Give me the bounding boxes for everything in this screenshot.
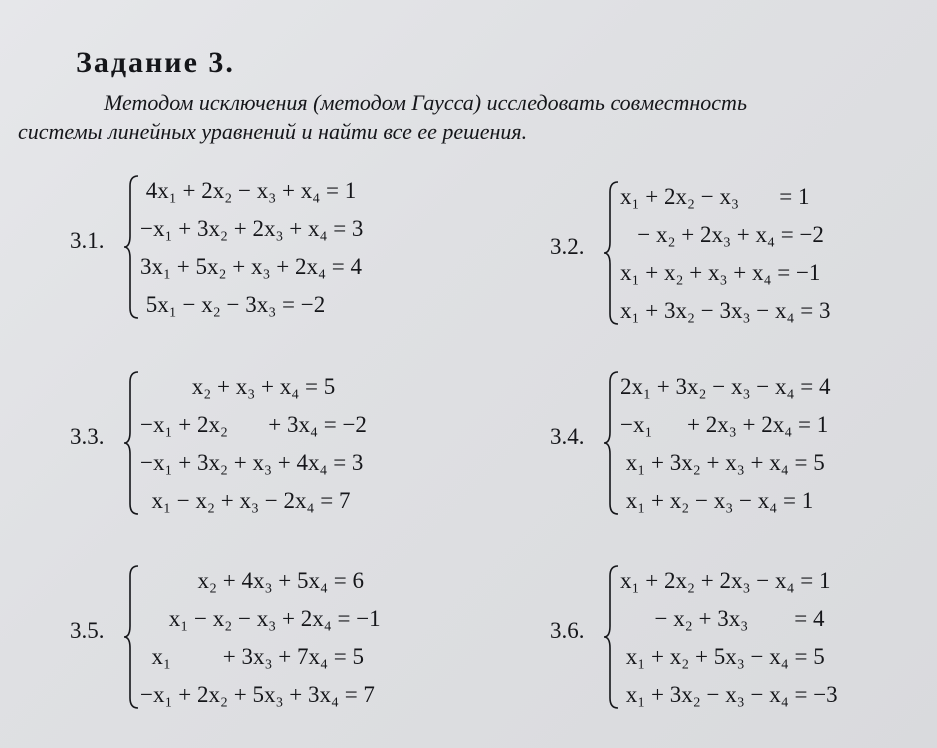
- problem-3-3: [70, 368, 450, 528]
- left-brace-icon: [602, 178, 622, 328]
- equation: x₁ + 3x₂ + x₃ + x₄ = 5: [620, 450, 825, 475]
- equation: 2x₁ + 3x₂ − x₃ − x₄ = 4: [620, 374, 831, 399]
- equation: −x₁ + 3x₂ + x₃ + 4x₄ = 3: [140, 450, 364, 475]
- equation: x₁ + x₂ + x₃ + x₄ = −1: [620, 260, 821, 285]
- equation-system: [140, 562, 381, 714]
- problem-label: 3.1.: [70, 228, 105, 253]
- equation: x₁ + 3x₂ − 3x₃ − x₄ = 3: [620, 298, 831, 323]
- equation: x₁ − x₂ − x₃ + 2x₄ = −1: [140, 606, 381, 631]
- problem-label: 3.6.: [550, 618, 585, 643]
- problem-label: 3.5.: [70, 618, 105, 643]
- left-brace-icon: [122, 562, 142, 712]
- problem-3-2: [550, 178, 930, 338]
- equation: x₁ + 2x₂ − x₃ = 1: [620, 184, 810, 209]
- equation: − x₂ + 2x₃ + x₄ = −2: [620, 222, 824, 247]
- equation-system: [620, 368, 830, 520]
- equation-system: [620, 562, 838, 714]
- problem-label: 3.4.: [550, 424, 585, 449]
- equation: 3x₁ + 5x₂ + x₃ + 2x₄ = 4: [140, 254, 362, 279]
- problem-3-1: [70, 172, 450, 332]
- left-brace-icon: [122, 172, 142, 322]
- problem-label: 3.3.: [70, 424, 105, 449]
- equation: x₂ + x₃ + x₄ = 5: [140, 374, 336, 399]
- left-brace-icon: [602, 562, 622, 712]
- left-brace-icon: [602, 368, 622, 518]
- equation-system: [620, 178, 830, 330]
- equation: −x₁ + 2x₃ + 2x₄ = 1: [620, 412, 829, 437]
- equation: − x₂ + 3x₃ = 4: [620, 606, 825, 631]
- equation: 5x₁ − x₂ − 3x₃ = −2: [140, 292, 326, 317]
- equation: −x₁ + 2x₂ + 3x₄ = −2: [140, 412, 367, 437]
- left-brace-icon: [122, 368, 142, 518]
- equation: x₁ + 2x₂ + 2x₃ − x₄ = 1: [620, 568, 831, 593]
- problem-label: 3.2.: [550, 234, 585, 259]
- equation: −x₁ + 3x₂ + 2x₃ + x₄ = 3: [140, 216, 364, 241]
- equation: 4x₁ + 2x₂ − x₃ + x₄ = 1: [140, 178, 357, 203]
- equation: x₁ + 3x₂ − x₃ − x₄ = −3: [620, 682, 838, 707]
- problem-3-6: [550, 562, 930, 722]
- problem-3-5: [70, 562, 450, 722]
- equation: −x₁ + 2x₂ + 5x₃ + 3x₄ = 7: [140, 682, 375, 707]
- equation: x₁ + x₂ + 5x₃ − x₄ = 5: [620, 644, 825, 669]
- equation: x₁ − x₂ + x₃ − 2x₄ = 7: [140, 488, 351, 513]
- instruction-line-2: системы линейных уравнений и найти все ее решения.: [18, 119, 528, 144]
- equation-system: [140, 368, 367, 520]
- equation: x₂ + 4x₃ + 5x₄ = 6: [140, 568, 364, 593]
- task-title: Задание 3.: [76, 46, 235, 79]
- equation: x₁ + x₂ − x₃ − x₄ = 1: [620, 488, 814, 513]
- instruction-line-1: Методом исключения (методом Гаусса) исследовать совместность: [104, 90, 747, 115]
- problem-3-4: [550, 368, 930, 528]
- equation: x₁ + 3x₃ + 7x₄ = 5: [140, 644, 364, 669]
- equation-system: [140, 172, 363, 324]
